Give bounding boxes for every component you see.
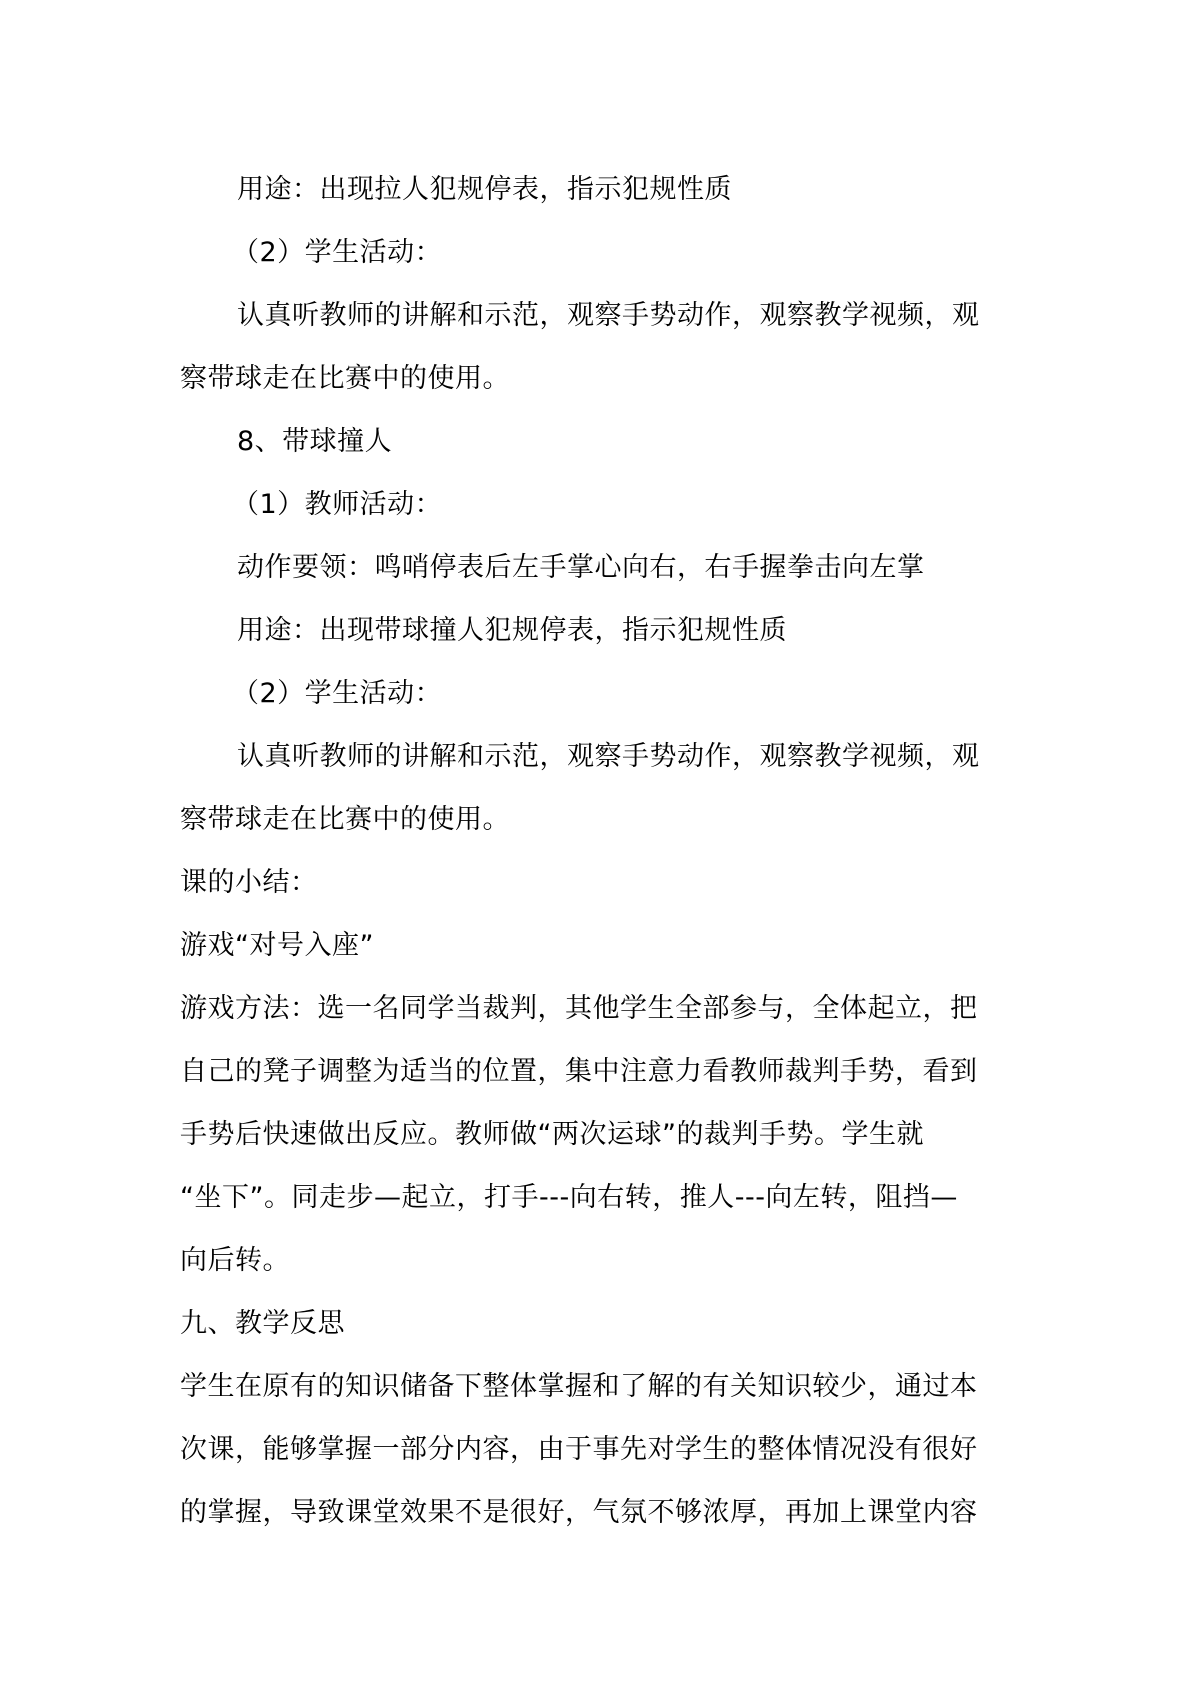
text-line: （2）学生活动：: [232, 237, 443, 268]
text-line: 的掌握，导致课堂效果不是很好，气氛不够浓厚，再加上课堂内容: [180, 1497, 978, 1528]
text-line: 自己的凳子调整为适当的位置，集中注意力看教师裁判手势，看到: [180, 1056, 978, 1087]
text-line: 学生在原有的知识储备下整体掌握和了解的有关知识较少，通过本: [180, 1371, 978, 1402]
text-line: “坐下”。同走步—起立，打手---向右转，推人---向左转，阻挡—: [180, 1182, 958, 1213]
text-line: （1）教师活动：: [232, 489, 443, 520]
text-line: （2）学生活动：: [232, 678, 443, 709]
text-line: 游戏方法：选一名同学当裁判，其他学生全部参与，全体起立，把: [180, 993, 978, 1024]
text-line: 用途：出现拉人犯规停表，指示犯规性质: [237, 174, 732, 205]
text-line: 认真听教师的讲解和示范，观察手势动作，观察教学视频，观: [237, 741, 980, 772]
section-heading: 8、带球撞人: [237, 426, 393, 457]
text-line: 动作要领：鸣哨停表后左手掌心向右，右手握拳击向左掌: [237, 552, 925, 583]
section-heading: 课的小结：: [180, 867, 318, 898]
text-line: 察带球走在比赛中的使用。: [180, 804, 510, 835]
text-line: 向后转。: [180, 1245, 290, 1276]
text-line: 用途：出现带球撞人犯规停表，指示犯规性质: [237, 615, 787, 646]
text-line: 次课，能够掌握一部分内容，由于事先对学生的整体情况没有很好: [180, 1434, 978, 1465]
text-line: 察带球走在比赛中的使用。: [180, 363, 510, 394]
text-line: 游戏“对号入座”: [180, 930, 374, 961]
section-heading: 九、教学反思: [180, 1308, 345, 1339]
text-line: 认真听教师的讲解和示范，观察手势动作，观察教学视频，观: [237, 300, 980, 331]
text-line: 手势后快速做出反应。教师做“两次运球”的裁判手势。学生就: [180, 1119, 924, 1150]
